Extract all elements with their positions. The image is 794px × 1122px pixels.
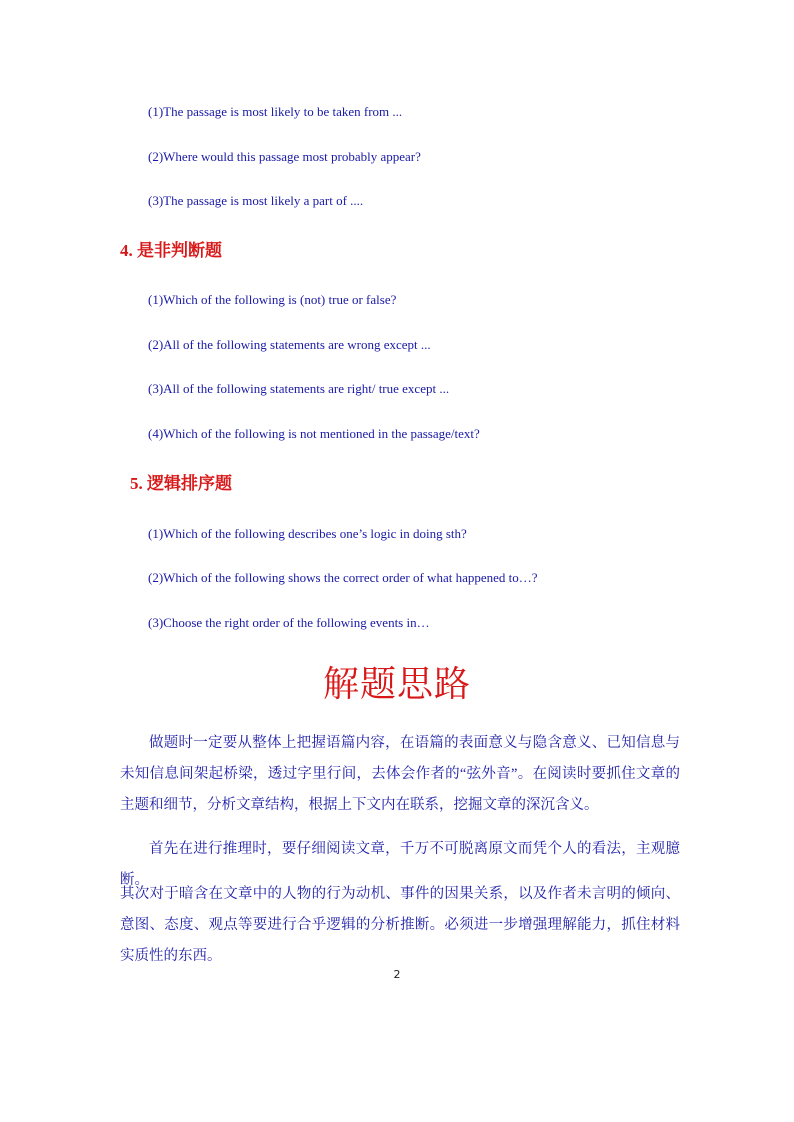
paragraph: 做题时一定要从整体上把握语篇内容，在语篇的表面意义与隐含意义、已知信息与未知信息间架起桥梁，透过字里行间，去体会作者的“弦外音”。在阅读时要抓住文章的主题和细节，分析文章结构，根据上下文内在联系，挖掘文章的深沉含义。 [120, 735, 680, 813]
list-item: (2)All of the following statements are wrong except ... [148, 337, 431, 352]
list-item: (2)Where would this passage most probably appear? [148, 149, 421, 164]
page-number: 2 [393, 968, 401, 981]
list-item: (2)Which of the following shows the correct order of what happened to…? [148, 570, 538, 585]
list-item: (3)All of the following statements are right/ true except ... [148, 381, 450, 396]
paragraph: 首先在进行推理时，要仔细阅读文章，千万不可脱离原文而凭个人的看法，主观臆断。 [120, 841, 680, 888]
section-heading-true-false: 4. 是非判断题 [120, 241, 222, 260]
list-item: (1)The passage is most likely to be taken from ... [148, 104, 403, 119]
list-item: (3)Choose the right order of the following events in… [148, 615, 430, 630]
section-heading-logic-order: 5. 逻辑排序题 [130, 474, 232, 493]
list-item: (1)Which of the following describes one’s logic in doing sth? [148, 526, 467, 541]
page-title: 解题思路 [322, 664, 471, 704]
paragraph: 其次对于暗含在文章中的人物的行为动机、事件的因果关系，以及作者未言明的倾向、意图、态度、观点等要进行合乎逻辑的分析推断。必须进一步增强理解能力，抓住材料实质性的东西。 [120, 886, 680, 964]
list-item: (3)The passage is most likely a part of .... [148, 193, 364, 208]
list-item: (1)Which of the following is (not) true or false? [148, 292, 397, 307]
list-item: (4)Which of the following is not mentioned in the passage/text? [148, 426, 480, 441]
